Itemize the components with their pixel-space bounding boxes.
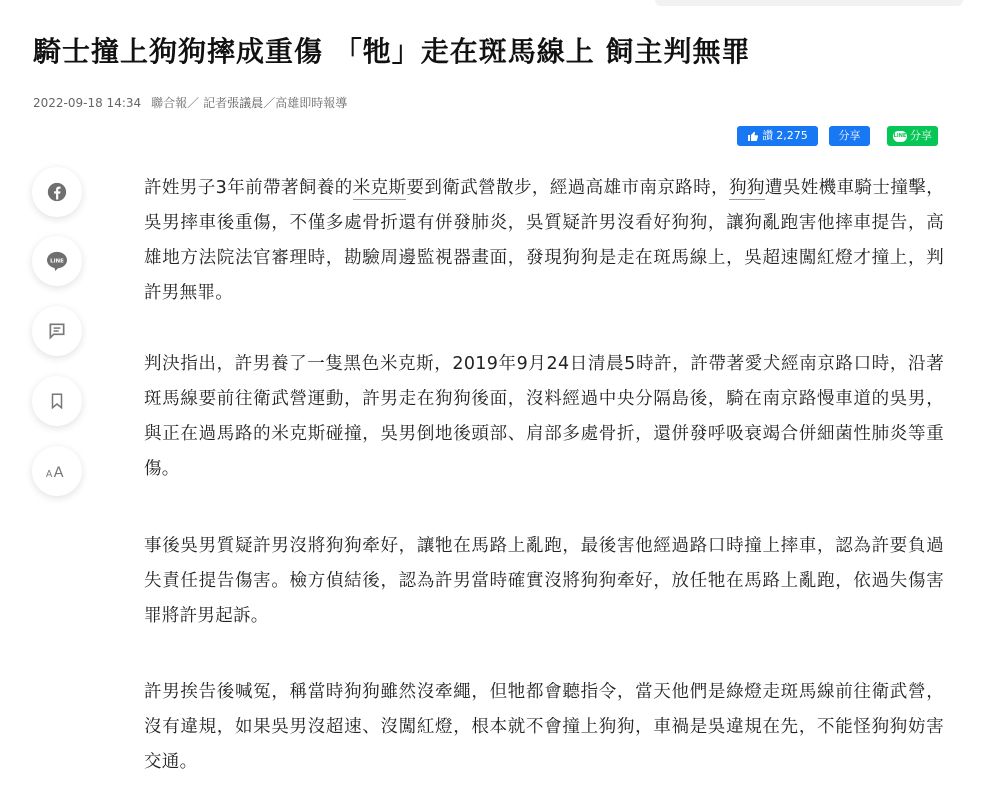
facebook-side-button[interactable] <box>32 167 82 217</box>
line-share-button[interactable] <box>887 126 938 146</box>
article-paragraph: 判決指出，許男養了一隻黑色米克斯，2019年9月24日清晨5時許，許帶著愛犬經南京路口時，沿著斑馬線要前往衛武營運動，許男走在狗狗後面，沒料經過中央分隔島後，騎在南京路慢車道的吳男，與正在過馬路的米克斯碰撞，吳男倒地後頭部、肩部多處骨折，還併發呼吸衰竭合併細菌性肺炎等重傷。 <box>144 354 944 479</box>
desk-label: ／高雄即時報導 <box>263 96 348 110</box>
keyword-link-dog[interactable]: 狗狗 <box>729 178 765 198</box>
reporter-link[interactable]: 張議晨 <box>227 96 264 110</box>
svg-text:LINE: LINE <box>50 258 64 265</box>
comment-side-button[interactable] <box>32 306 82 356</box>
article-paragraph <box>144 171 944 311</box>
paragraph-text: 要到衛武營散步，經過高雄市南京路時， <box>406 178 730 198</box>
font-size-side-button[interactable] <box>32 446 82 496</box>
line-side-button[interactable] <box>32 236 82 286</box>
facebook-like-button[interactable] <box>737 126 818 146</box>
line-icon: LINE <box>893 131 907 142</box>
article-paragraph: 許男挨告後喊冤，稱當時狗狗雖然沒牽繩，但牠都會聽指令，當天他們是綠燈走斑馬線前往衛武營，沒有違規，如果吳男沒超速、沒闖紅燈，根本就不會撞上狗狗，車禍是吳違規在先，不能怪狗狗妨害交通。 <box>144 682 944 772</box>
paragraph-text: 許姓男子3年前帶著飼養的 <box>144 178 353 198</box>
line-chat-icon <box>46 251 68 271</box>
article-paragraph: 事後吳男質疑許男沒將狗狗牽好，讓牠在馬路上亂跑，最後害他經過路口時撞上摔車，認為許要負過失責任提告傷害。檢方偵結後，認為許男當時確實沒將狗狗牽好，放任牠在馬路上亂跑，依過失傷害罪將許男起訴。 <box>144 536 944 626</box>
like-label: 讚 <box>762 129 774 142</box>
svg-text:A: A <box>45 469 53 480</box>
svg-text:A: A <box>53 464 64 480</box>
line-share-label: 分享 <box>910 129 932 142</box>
facebook-icon <box>47 182 67 202</box>
source-label: 聯合報／ <box>151 96 200 110</box>
article-meta <box>33 94 347 111</box>
paragraph-text: 遭吳姓機車騎士撞擊，吳男摔車後重傷，不僅多處骨折還有併發肺炎，吳質疑許男沒看好狗狗，讓狗亂跑害他摔車提告，高雄地方法院法官審理時，勘驗周邊監視器畫面，發現狗狗是走在斑馬線上，吳超速闖紅燈才撞上，判許男無罪。 <box>144 178 944 303</box>
article-headline: 騎士撞上狗狗摔成重傷 「牠」走在斑馬線上 飼主判無罪 <box>33 35 751 68</box>
publish-datetime: 2022-09-18 14:34 <box>33 96 142 110</box>
keyword-link-mix-breed[interactable]: 米克斯 <box>352 178 407 198</box>
thumbs-up-icon <box>747 130 759 142</box>
reporter-prefix: 記者 <box>203 96 228 110</box>
top-search-bar[interactable] <box>655 0 963 6</box>
bookmark-side-button[interactable] <box>32 376 82 426</box>
like-count: 2,275 <box>776 129 808 142</box>
facebook-share-button[interactable]: 分享 <box>829 126 870 146</box>
font-size-icon <box>45 462 69 480</box>
bookmark-icon <box>49 392 65 410</box>
comment-icon <box>47 321 67 341</box>
